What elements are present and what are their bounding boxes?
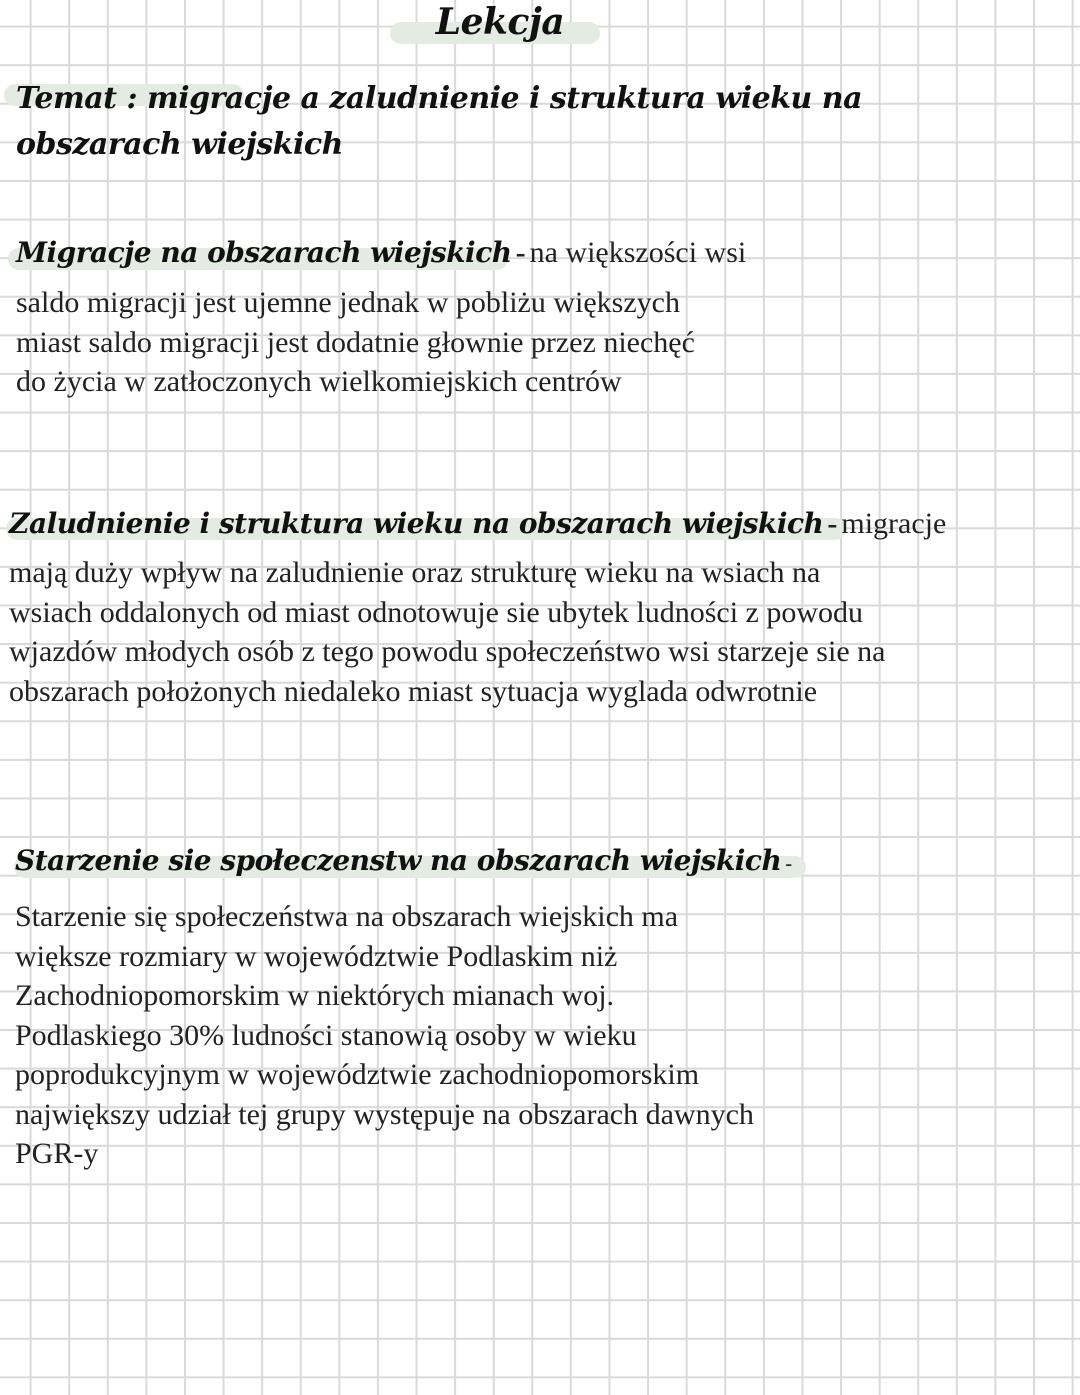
text-line: poprodukcyjnym w województwie zachodniopomorskim: [15, 1058, 700, 1091]
text-line: Podlaskiego 30% ludności stanowią osoby w wieku: [15, 1018, 637, 1052]
section-lead-text: na większości wsi: [529, 236, 747, 269]
text-line: wjazdów młodych osób z tego powodu społeczeństwo wsi starzeje sie na: [9, 635, 886, 668]
heading-dash: -: [515, 236, 526, 269]
section-body: [15, 897, 1015, 1174]
section-lead-text: migracje: [841, 507, 947, 540]
text-line: miast saldo migracji jest dodatnie głownie przez niechęć: [16, 325, 695, 359]
section-starzenie: [15, 840, 1015, 1174]
text-line: PGR-y: [15, 1137, 99, 1170]
heading-dash: -: [785, 853, 792, 875]
heading-dash: -: [827, 507, 838, 540]
section-heading: Migracje na obszarach wiejskich: [16, 236, 512, 269]
section-heading: Zaludnienie i struktura wieku na obszarach wiejskich: [9, 507, 824, 540]
topic-title: Temat : migracje a zaludnienie i struktura wieku na obszarach wiejskich: [16, 81, 863, 162]
text-line: Starzenie się społeczeństwa na obszarach wiejskich ma: [15, 900, 679, 933]
section-body: [9, 553, 1069, 711]
section-migracje: [16, 232, 1016, 402]
text-line: do życia w zatłoczonych wielkomiejskich centrów: [16, 365, 622, 398]
text-line: największy udział tej grupy występuje na obszarach dawnych: [15, 1097, 754, 1131]
section-zaludnienie: [9, 503, 1069, 711]
text-line: saldo migracji jest ujemne jednak w pobliżu większych: [16, 286, 680, 319]
text-line: mają duży wpływ na zaludnienie oraz strukturę wieku na wsiach na: [9, 556, 821, 589]
text-line: Zachodniopomorskim w niektórych mianach woj.: [15, 979, 615, 1012]
lesson-title: Lekcja: [435, 1, 565, 43]
text-line: wsiach oddalonych od miast odnotowuje sie ubytek ludności z powodu: [9, 595, 864, 629]
section-body: [16, 283, 1016, 402]
text-line: obszarach położonych niedaleko miast sytuacja wyglada odwrotnie: [9, 674, 818, 708]
text-line: większe rozmiary w województwie Podlaskim niż: [15, 939, 618, 973]
section-heading: Starzenie sie społeczenstw na obszarach wiejskich: [15, 844, 782, 877]
